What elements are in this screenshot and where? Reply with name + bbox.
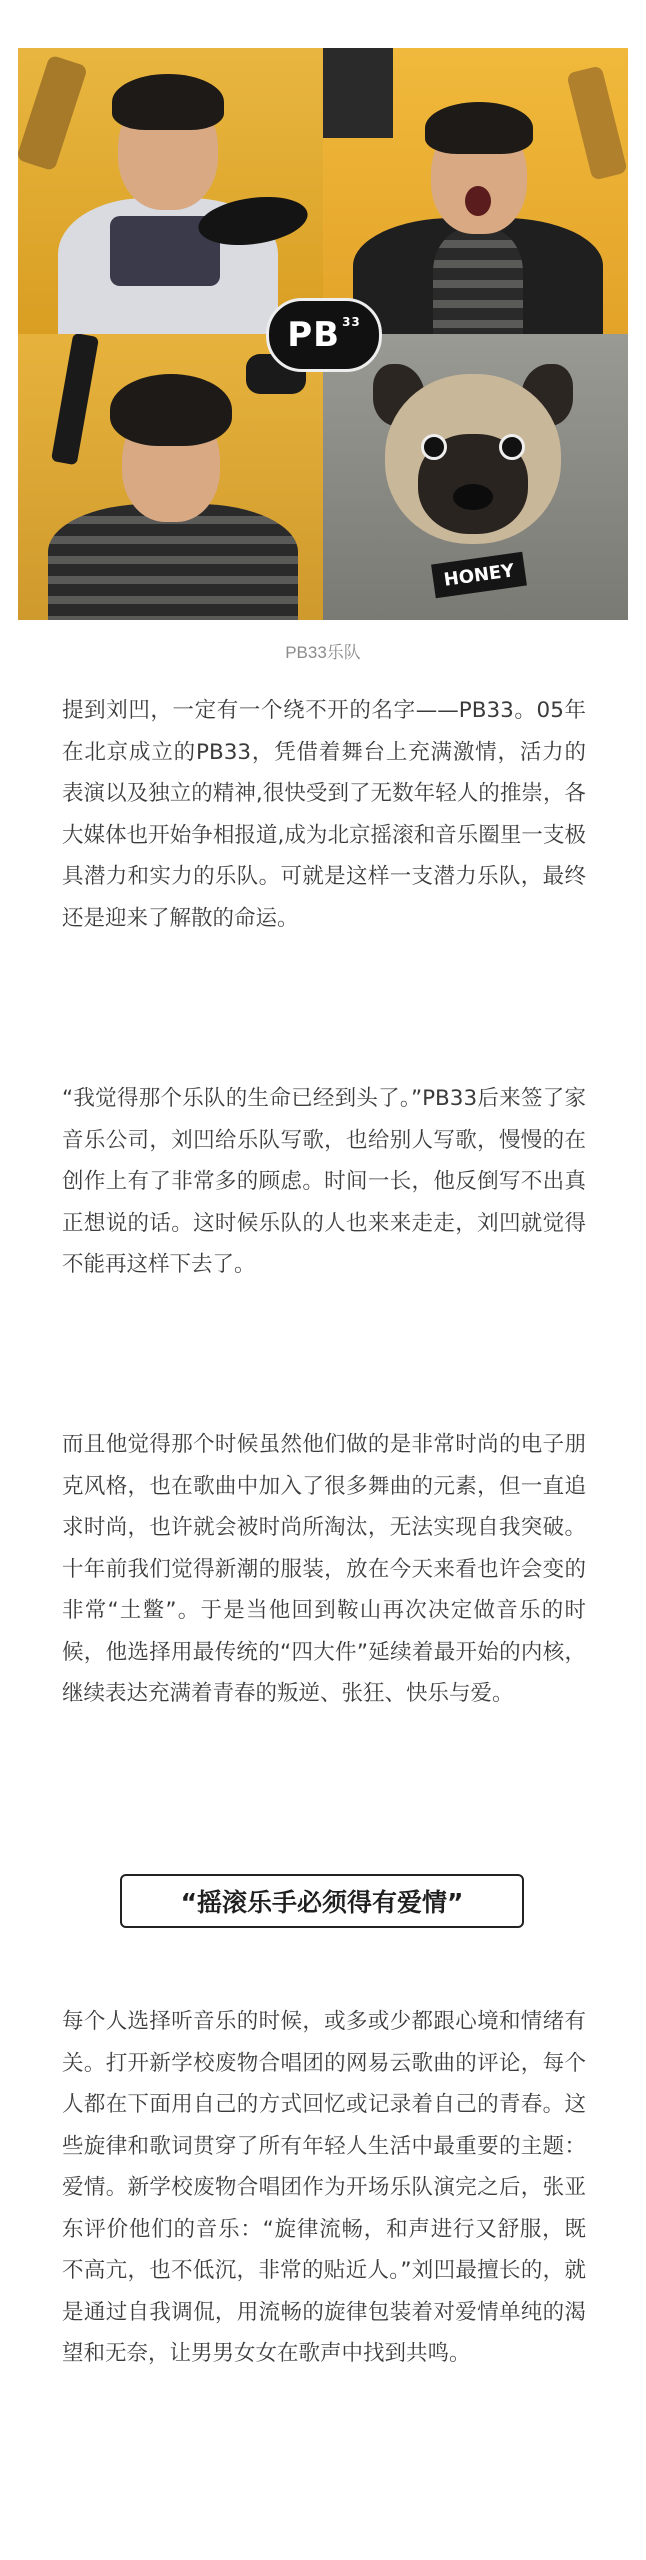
paragraph-pb33-intro: 提到刘凹，一定有一个绕不开的名字——PB33。05年在北京成立的PB33，凭借着舞台上充满激情，活力的表演以及独立的精神,很快受到了无数年轻人的推崇，各大媒体也开始争相报道,成为北京摇滚和音乐圈里一支极具潜力和实力的乐队。可就是这样一支潜力乐队，最终还是迎来了解散的命运。 [62, 698, 586, 931]
paragraph-band-end: “我觉得那个乐队的生命已经到头了。”PB33后来签了家音乐公司，刘凹给乐队写歌，也给别人写歌，慢慢的在创作上有了非常多的顾虑。时间一长，他反倒写不出真正想说的话。这时候乐队的人也来来走走，刘凹就觉得不能再这样下去了。 [62, 1086, 586, 1277]
photo-panel-pug [323, 334, 628, 620]
band-logo-text: PB [287, 315, 341, 355]
photo-panel-member-1 [18, 48, 323, 334]
photo-panel-member-3 [18, 334, 323, 620]
band-photo [18, 48, 628, 620]
photo-caption: PB33乐队 [285, 643, 361, 662]
paragraph-love-theme: 每个人选择听音乐的时候，或多或少都跟心境和情绪有关。打开新学校废物合唱团的网易云歌曲的评论，每个人都在下面用自己的方式回忆或记录着自己的青春。这些旋律和歌词贯穿了所有年轻人生活中最重要的主题：爱情。新学校废物合唱团作为开场乐队演完之后，张亚东评价他们的音乐：“旋律流畅，和声进行又舒服，既不高亢，也不低沉，非常的贴近人。”刘凹最擅长的，就是通过自我调侃，用流畅的旋律包装着对爱情单纯的渴望和无奈，让男男女女在歌声中找到共鸣。 [62, 2009, 586, 2366]
photo-panel-member-2 [323, 48, 628, 334]
band-logo-number: 33 [342, 315, 361, 329]
section-heading: “摇滚乐手必须得有爱情” [120, 1874, 524, 1928]
paragraph-style-change: 而且他觉得那个时候虽然他们做的是非常时尚的电子朋克风格，也在歌曲中加入了很多舞曲的元素，但一直追求时尚，也许就会被时尚所淘汰，无法实现自我突破。十年前我们觉得新潮的服装，放在今天来看也许会变的非常“土鳖”。于是当他回到鞍山再次决定做音乐的时候，他选择用最传统的“四大件”延续着最开始的内核，继续表达充满着青春的叛逆、张狂、快乐与爱。 [62, 1432, 586, 1706]
band-logo [266, 298, 382, 372]
dog-name-tag: HONEY [431, 552, 527, 598]
